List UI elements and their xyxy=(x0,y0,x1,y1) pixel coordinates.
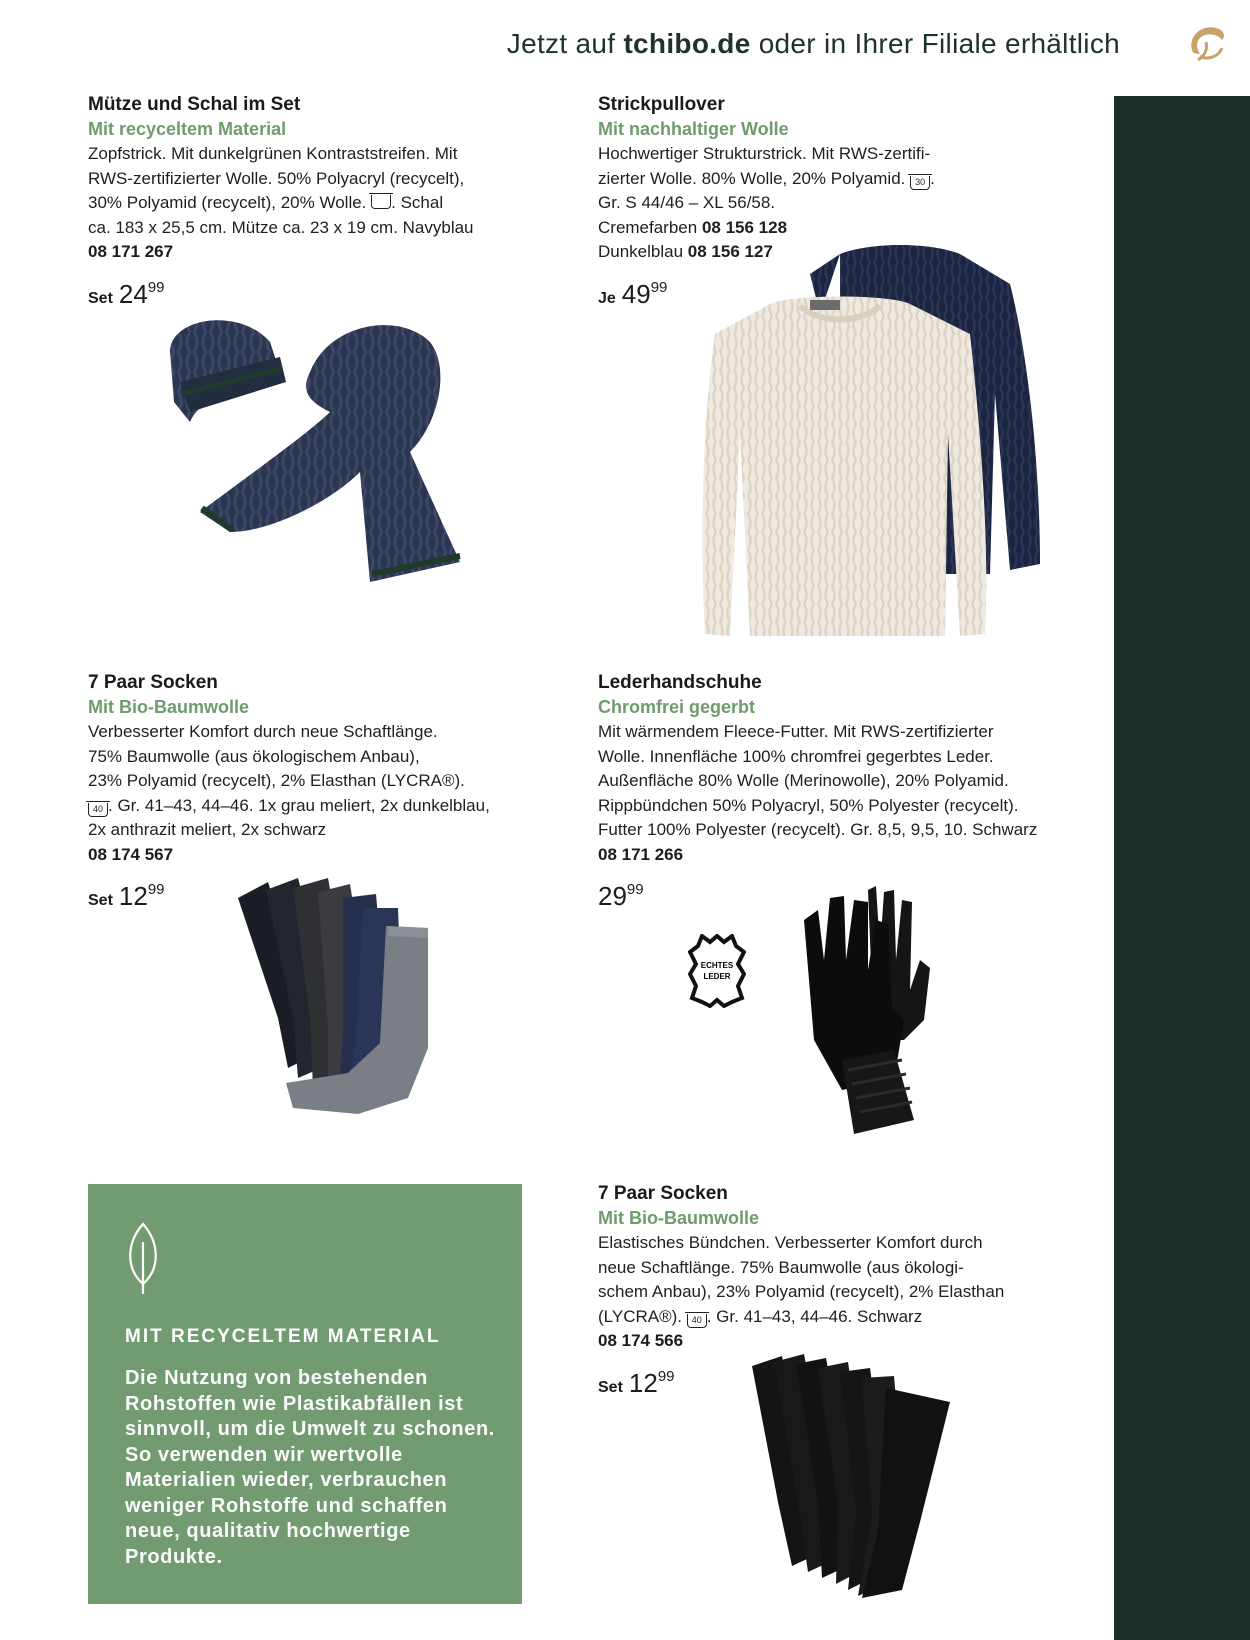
desc-line: Verbesserter Komfort durch neue Schaftlänge. xyxy=(88,722,438,741)
desc-line: RWS-zertifizierter Wolle. 50% Polyacryl (recycelt), xyxy=(88,168,465,188)
product-title: Mütze und Schal im Set xyxy=(88,94,301,115)
desc-line: Elastisches Bündchen. Verbesserter Komfort durch xyxy=(598,1233,983,1252)
variant-line: Dunkelblau 08 156 127 xyxy=(598,242,773,261)
desc-line: schem Anbau), 23% Polyamid (recycelt), 2% Elasthan xyxy=(598,1282,1005,1301)
hat-scarf-image xyxy=(160,312,500,592)
desc-line: Gr. S 44/46 – XL 56/58. xyxy=(598,193,776,212)
svg-text:ECHTES: ECHTES xyxy=(700,961,734,970)
sweater-image xyxy=(690,244,1070,644)
desc-line: Außenfläche 80% Wolle (Merinowolle), 20% Polyamid. xyxy=(598,771,1009,790)
leaf-icon xyxy=(123,1222,163,1294)
info-box-text: Die Nutzung von bestehenden Rohstoffen wie Plastikabfällen ist sinnvoll, um die Umwelt zu schonen. So verwenden wir wertvolle Materialien wieder, verbrauchen weniger Rohstoffe und schaffen neue, qualitativ hochwertige Produkte. xyxy=(125,1367,495,1568)
desc-line: Mit wärmendem Fleece-Futter. Mit RWS-zertifizierter xyxy=(598,722,994,741)
desc-line: 40 . Gr. 41–43, 44–46. 1x grau meliert, 2x dunkelblau, xyxy=(88,794,558,819)
wash-symbol-icon: 30 xyxy=(910,176,930,190)
desc-line: Wolle. Innenfläche 100% chromfrei gegerbtes Leder. xyxy=(598,746,994,766)
desc-line: ca. 183 x 25,5 cm. Mütze ca. 23 x 19 cm. Navyblau xyxy=(88,217,474,237)
desc-line: 30% Polyamid (recycelt), 20% Wolle. . Schal xyxy=(88,193,444,212)
product-subtitle: Mit recyceltem Material xyxy=(88,119,287,139)
gloves-image xyxy=(784,880,944,1134)
desc-line: neue Schaftlänge. 75% Baumwolle (aus ökologi- xyxy=(598,1257,964,1277)
article-number: 08 174 566 xyxy=(598,1331,684,1350)
product-description xyxy=(598,720,1098,843)
product-title: Strickpullover xyxy=(598,94,725,115)
product-subtitle: Mit Bio-Baumwolle xyxy=(88,697,249,717)
article-number: 08 174 567 xyxy=(88,844,174,864)
genuine-leather-badge-icon xyxy=(688,934,746,1008)
recycled-material-info-box xyxy=(88,1184,522,1604)
tchibo-logo-icon xyxy=(1184,20,1228,66)
desc-line: Hochwertiger Strukturstrick. Mit RWS-zertifi- xyxy=(598,144,931,163)
price: $29^{99}$ xyxy=(598,881,644,911)
socks-mixed-image xyxy=(238,878,468,1114)
price: Set $12^{99}$ xyxy=(88,881,165,911)
article-number: 08 171 267 xyxy=(88,242,174,261)
product-subtitle: Mit Bio-Baumwolle xyxy=(598,1208,759,1228)
wash-symbol-icon xyxy=(371,195,391,209)
product-description xyxy=(88,142,558,240)
product-title: 7 Paar Socken xyxy=(598,1183,728,1204)
desc-line: 23% Polyamid (recycelt), 2% Elasthan (LYCRA®). xyxy=(88,771,465,790)
price: Je $49^{99}$ xyxy=(598,278,668,309)
product-subtitle: Mit nachhaltiger Wolle xyxy=(598,119,789,139)
info-box-title: MIT RECYCELTEM MATERIAL xyxy=(125,1326,441,1347)
product-title: Lederhandschuhe xyxy=(598,672,762,693)
product-hat-scarf xyxy=(88,92,558,314)
product-description xyxy=(598,1231,1078,1329)
article-number: 08 171 266 xyxy=(598,844,684,864)
wash-symbol-icon: 40 xyxy=(687,1314,707,1328)
desc-line: Rippbündchen 50% Polyacryl, 50% Polyester (recycelt). xyxy=(598,795,1019,815)
header-prefix: Jetzt auf xyxy=(506,28,616,59)
product-subtitle: Chromfrei gegerbt xyxy=(598,697,756,717)
header-suffix: oder in Ihrer Filiale erhältlich xyxy=(758,28,1120,59)
desc-line: 75% Baumwolle (aus ökologischem Anbau), xyxy=(88,746,420,766)
socks-black-image xyxy=(752,1352,952,1598)
sidebar-band xyxy=(1114,96,1250,1640)
variant-line: Cremefarben 08 156 128 xyxy=(598,217,788,237)
header-tagline xyxy=(507,28,1120,60)
desc-line: (LYCRA®). 40 . Gr. 41–43, 44–46. Schwarz xyxy=(598,1306,923,1326)
desc-line: 2x anthrazit meliert, 2x schwarz xyxy=(88,820,327,839)
price: Set $12^{99}$ xyxy=(598,1367,675,1398)
product-gloves xyxy=(598,670,1098,911)
product-description xyxy=(88,720,558,843)
desc-line: Futter 100% Polyester (recycelt). Gr. 8,5, 9,5, 10. Schwarz xyxy=(598,820,1038,839)
desc-line: zierter Wolle. 80% Wolle, 20% Polyamid. 30 . xyxy=(598,168,935,188)
header-site[interactable]: tchibo.de xyxy=(623,28,751,59)
svg-text:LEDER: LEDER xyxy=(703,972,731,981)
desc-line: Zopfstrick. Mit dunkelgrünen Kontraststreifen. Mit xyxy=(88,144,458,163)
wash-symbol-icon: 40 xyxy=(88,803,108,817)
product-title: 7 Paar Socken xyxy=(88,672,218,693)
price: Set $24^{99}$ xyxy=(88,278,165,309)
